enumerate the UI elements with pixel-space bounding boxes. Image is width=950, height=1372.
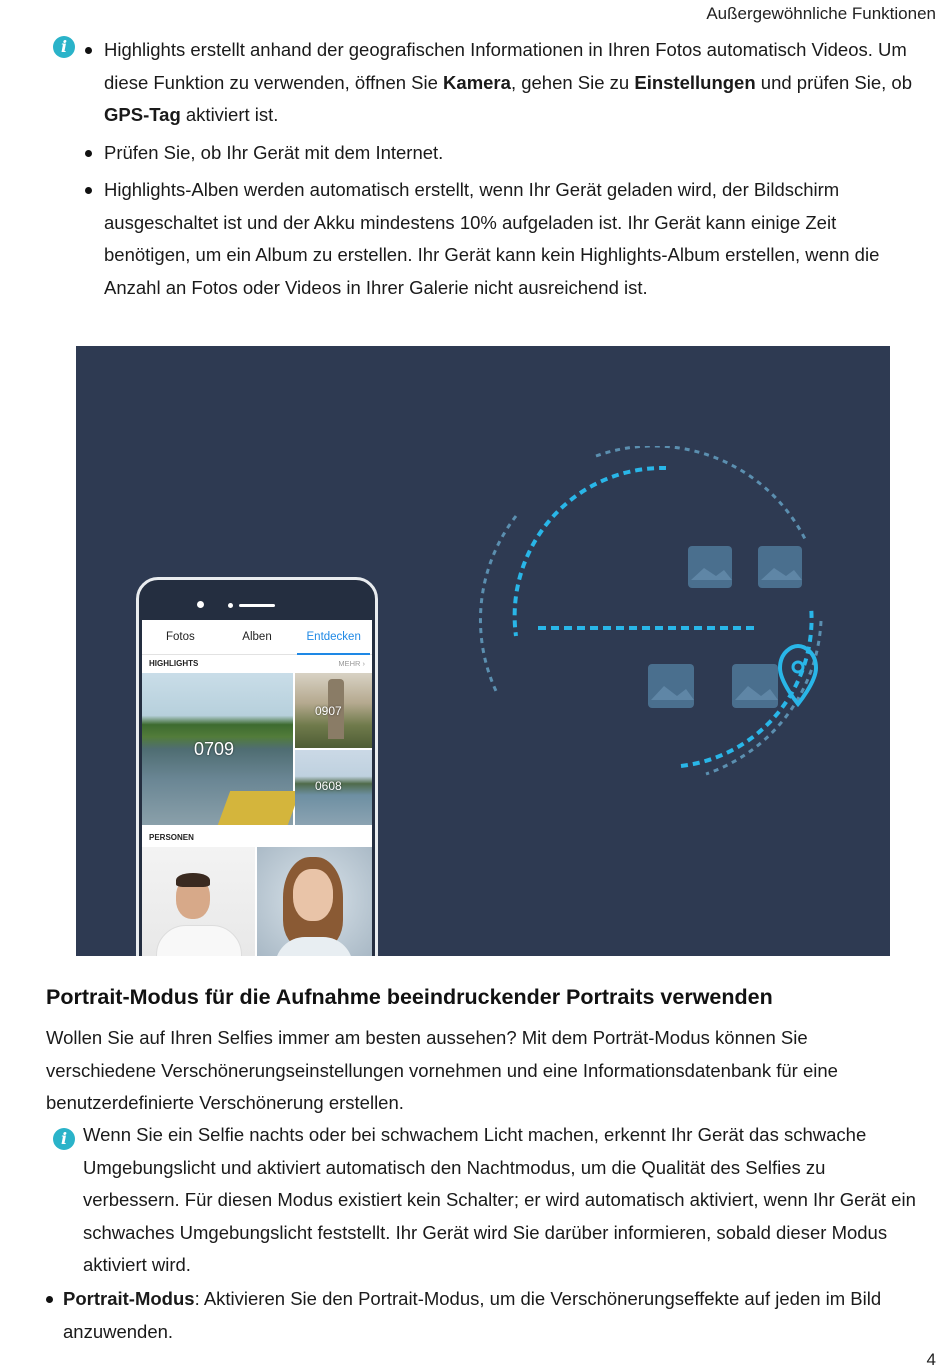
photo-icon: [732, 664, 778, 708]
highlight-album-thumb[interactable]: [295, 750, 372, 825]
gallery-screen: [142, 620, 372, 956]
gallery-tabs: [142, 620, 372, 655]
dashed-arc-outer: [596, 446, 806, 541]
photo-icon: [648, 664, 694, 708]
info-icon: i: [53, 1128, 75, 1150]
tab-alben[interactable]: Alben: [242, 631, 272, 643]
tab-fotos[interactable]: Fotos: [165, 631, 195, 643]
persons-header: [142, 829, 372, 847]
list-item: Portrait-Modus: Aktivieren Sie den Portrait-Modus, um die Verschönerungseffekte auf jeden im Bild anzuwenden.: [46, 1283, 906, 1348]
note-bullet-list: [84, 34, 924, 309]
highlights-grid: [142, 673, 372, 825]
speaker-grille: [239, 604, 275, 607]
person-body: [275, 937, 353, 956]
highlight-album-thumb[interactable]: [295, 673, 372, 748]
list-item: Highlights erstellt anhand der geografischen Informationen in Ihren Fotos automatisch Videos. Um diese Funktion zu verwenden, öffnen Sie Kamera, gehen Sie zu Einstellungen und prüfen Sie, ob GPS-Tag aktiviert ist.: [84, 34, 924, 132]
highlight-album-thumb[interactable]: [142, 673, 293, 825]
person-hair: [176, 873, 210, 887]
person-thumb[interactable]: [257, 847, 372, 956]
tab-entdecken[interactable]: Entdecken: [295, 620, 372, 654]
section-intro: Wollen Sie auf Ihren Selfies immer am besten aussehen? Mit dem Porträt-Modus können Sie verschiedene Verschönerungseinstellungen vornehmen und eine Informationsdatenbank für eine benutzerdefinierte Verschönerung erstellen.: [46, 1027, 838, 1113]
person-thumb[interactable]: [142, 847, 255, 956]
more-link[interactable]: MEHR ›: [338, 659, 365, 668]
location-pin-icon: [780, 646, 816, 704]
dashed-arc-outer: [480, 516, 516, 691]
dashed-arc: [515, 468, 666, 636]
person-body: [156, 925, 242, 956]
photo-icon: [688, 546, 732, 588]
persons-grid: [142, 847, 372, 956]
list-item: Highlights-Alben werden automatisch erstellt, wenn Ihr Gerät geladen wird, der Bildschirm ausgeschaltet ist und der Akku mindestens 10% aufgeladen ist. Ihr Gerät kann einige Zeit benötigen, um ein Album zu erstellen. Ihr Gerät kann kein Highlights-Album erstellen, wenn die Anzahl an Fotos oder Videos in Ihrer Galerie nicht ausreichend ist.: [84, 174, 924, 304]
sensor-dot: [228, 603, 233, 608]
running-header: Außergewöhnliche Funktionen: [706, 4, 936, 23]
photo-icon: [758, 546, 802, 588]
page-number: 4: [926, 1350, 936, 1369]
geo-circle-graphic: [476, 446, 836, 776]
album-date: 0608: [315, 779, 342, 793]
highlights-illustration: [76, 346, 890, 956]
camera-dot: [197, 601, 204, 608]
person-face: [293, 869, 333, 921]
boat-image: [218, 791, 300, 825]
highlights-label: HIGHLIGHTS: [149, 659, 199, 668]
list-item: Prüfen Sie, ob Ihr Gerät mit dem Internet.: [84, 137, 924, 170]
phone-mockup: [136, 577, 378, 956]
section-heading: Portrait-Modus für die Aufnahme beeindruckender Portraits verwenden: [46, 985, 773, 1009]
persons-label: PERSONEN: [149, 833, 194, 842]
feature-bullet-list: [46, 1283, 906, 1348]
highlights-header: [142, 655, 372, 673]
album-date: 0907: [315, 704, 342, 718]
night-mode-note: Wenn Sie ein Selfie nachts oder bei schwachem Licht machen, erkennt Ihr Gerät das schwache Umgebungslicht und aktiviert automatisch den Nachtmodus, um die Qualität des Selfies zu verbessern. Für diesen Modus existiert kein Schalter; er wird automatisch aktiviert, wenn Ihr Gerät ein schwaches Umgebungslicht feststellt. Ihr Gerät wird Sie darüber informieren, sobald dieser Modus aktiviert wird.: [83, 1124, 916, 1275]
info-icon: i: [53, 36, 75, 58]
album-date: 0709: [194, 739, 235, 759]
